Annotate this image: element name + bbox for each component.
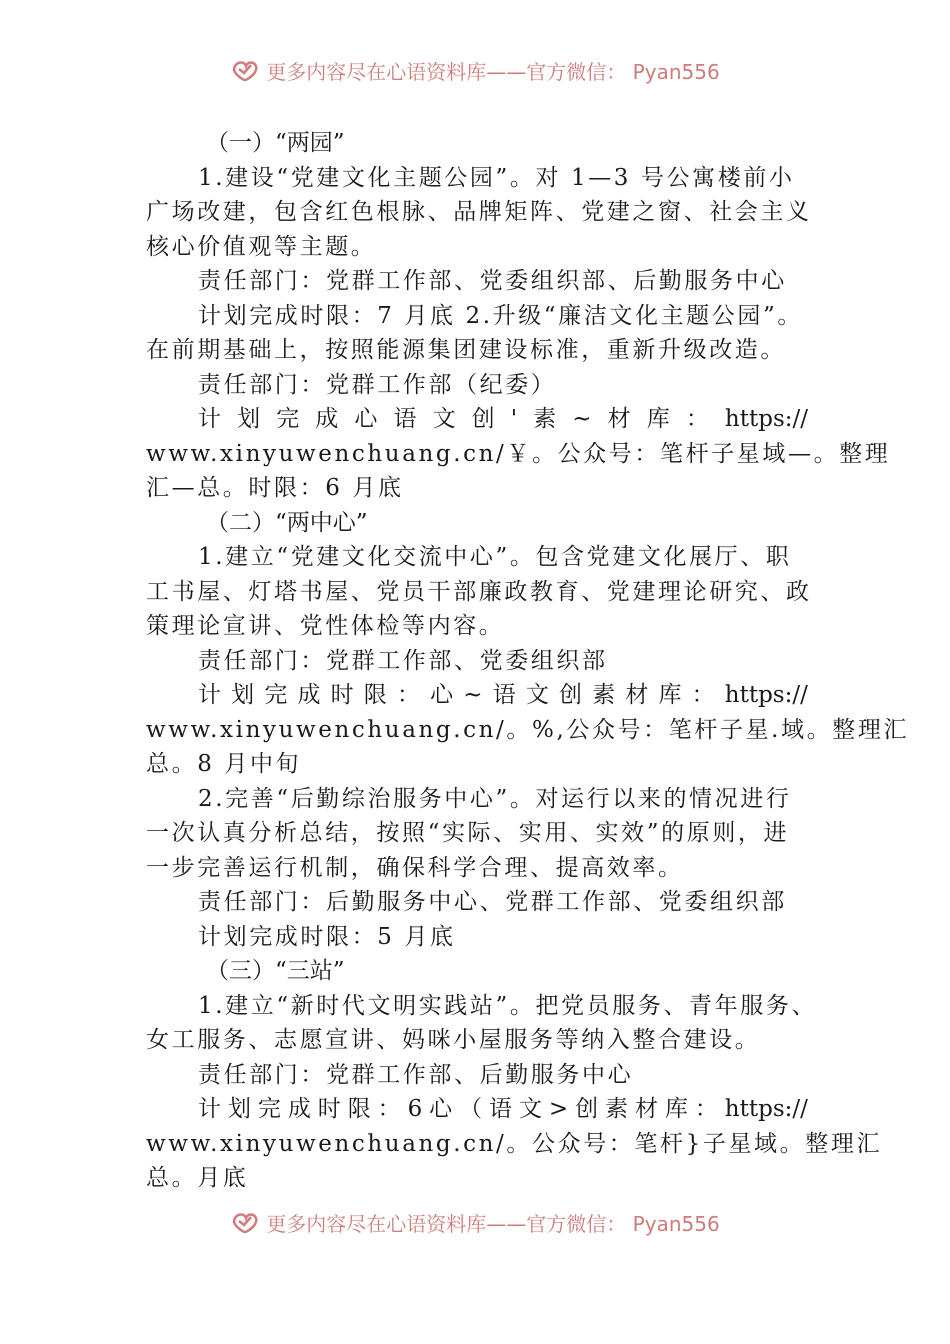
char: 材	[634, 1096, 658, 1122]
char: 成	[287, 1096, 311, 1122]
char: 心	[430, 682, 454, 708]
char: 库	[646, 406, 670, 432]
paragraph-line: 一步完善运行机制，确保科学合理、提高效率。	[146, 854, 684, 881]
paragraph-line: 广场改建，包含红色根脉、品牌矩阵、党建之窗、社会主义	[146, 199, 812, 225]
paragraph-line: 一次认真分析总结，按照“实际、实用、实效”的原则，进	[146, 820, 790, 846]
paragraph-line: 总。8 月中旬	[146, 751, 302, 777]
char: 库	[664, 1096, 688, 1122]
paragraph-line: 策理论宣讲、党性体检等内容。	[146, 613, 505, 639]
paragraph-line: 1.建设“党建文化主题公园”。对 1—3 号公寓楼前小	[198, 164, 795, 191]
char: ：	[694, 1096, 718, 1122]
deadline-line: 计划完成时限：7 月底 2.升级“廉洁文化主题公园”。	[198, 302, 803, 329]
char: 素	[592, 682, 616, 708]
watermark-banner-bottom	[0, 1202, 950, 1242]
char: 完	[276, 406, 300, 432]
paragraph-line: www.xinyuwenchuang.cn/￥。公众号：笔杆子星域—。整理	[146, 440, 891, 467]
deadline-line-justified	[146, 1092, 808, 1127]
deadline-line-justified	[146, 402, 808, 437]
char: ~	[572, 406, 592, 432]
watermark-text: 更多内容尽在心语资料库——官方微信： Pyan556	[266, 1211, 720, 1236]
char: 材	[625, 682, 649, 708]
char: ：	[396, 682, 420, 708]
char: 计	[198, 682, 221, 708]
char: 时	[317, 1096, 341, 1122]
char: 语	[489, 1096, 513, 1122]
char: 限	[347, 1096, 371, 1122]
char: 成	[297, 682, 321, 708]
char: 创	[471, 406, 495, 432]
char: 文	[518, 1096, 542, 1122]
watermark-banner-top	[0, 50, 950, 90]
char: ~	[463, 682, 483, 708]
char: 材	[607, 406, 631, 432]
watermark-text: 更多内容尽在心语资料库——官方微信： Pyan556	[266, 59, 720, 84]
responsibility-line: 责任部门：党群工作部（纪委）	[198, 371, 557, 398]
char: 库	[658, 682, 682, 708]
paragraph-line: 2.完善“后勤综治服务中心”。对运行以来的情况进行	[198, 785, 792, 812]
char: 素	[533, 406, 557, 432]
char: 划	[227, 1096, 251, 1122]
char: 成	[315, 406, 339, 432]
char: 完	[264, 682, 288, 708]
document-body	[146, 126, 910, 1196]
char: 6	[407, 1096, 423, 1122]
paragraph-line: 1.建立“新时代文明实践站”。把党员服务、青年服务、	[198, 992, 818, 1019]
paragraph-line: www.xinyuwenchuang.cn/。公众号：笔杆}子星域。整理汇	[146, 1130, 883, 1157]
responsibility-line: 责任部门：党群工作部、党委组织部	[198, 647, 608, 674]
paragraph-line: 汇—总。时限：6 月底	[146, 475, 404, 501]
char: ：	[685, 406, 709, 432]
paragraph-line: 核心价值观等主题。	[146, 233, 377, 260]
char: >	[548, 1096, 569, 1122]
responsibility-line: 责任部门：党群工作部、党委组织部、后勤服务中心	[198, 268, 787, 294]
logo-icon	[230, 58, 260, 82]
char: '	[510, 406, 518, 432]
char: ：	[377, 1096, 401, 1122]
char: 时	[330, 682, 354, 708]
paragraph-line: 总。月底	[146, 1165, 249, 1191]
deadline-line-justified	[146, 678, 808, 713]
char: 创	[559, 682, 582, 708]
section-heading: （二）“两中心”	[206, 509, 368, 536]
paragraph-line: www.xinyuwenchuang.cn/。%,公众号：笔杆子星.域。整理汇	[146, 716, 910, 743]
section-heading: （一）“两园”	[206, 130, 345, 156]
char: （	[459, 1096, 483, 1122]
char: 语	[492, 682, 516, 708]
char: 限	[363, 682, 387, 708]
char: 划	[231, 682, 255, 708]
paragraph-line: 女工服务、志愿宣讲、妈咪小屋服务等纳入整合建设。	[146, 1027, 761, 1053]
paragraph-line: 在前期基础上，按照能源集团建设标准，重新升级改造。	[146, 337, 786, 363]
section-heading: （三）“三站”	[206, 958, 345, 984]
char: 语	[393, 406, 417, 432]
char: 划	[237, 406, 261, 432]
paragraph-line: 工书屋、灯塔书屋、党员干部廉政教育、党建理论研究、政	[146, 578, 812, 605]
char: 创	[575, 1096, 599, 1122]
char: 心	[429, 1096, 453, 1122]
paragraph-line: 1.建立“党建文化交流中心”。包含党建文化展厅、职	[198, 544, 792, 570]
char: 完	[257, 1096, 281, 1122]
char: 计	[198, 1096, 221, 1122]
char: 素	[605, 1096, 629, 1122]
char: 计	[198, 406, 221, 432]
char: 文	[432, 406, 456, 432]
url-text: https://	[724, 682, 808, 708]
char: ：	[691, 682, 715, 708]
deadline-line: 计划完成时限：5 月底	[198, 923, 456, 950]
responsibility-line: 责任部门：后勤服务中心、党群工作部、党委组织部	[198, 889, 787, 915]
char: 心	[354, 406, 378, 432]
responsibility-line: 责任部门：党群工作部、后勤服务中心	[198, 1061, 634, 1088]
url-text: https://	[724, 406, 808, 432]
url-text: https://	[724, 1096, 808, 1122]
char: 文	[525, 682, 549, 708]
logo-icon	[230, 1210, 260, 1234]
